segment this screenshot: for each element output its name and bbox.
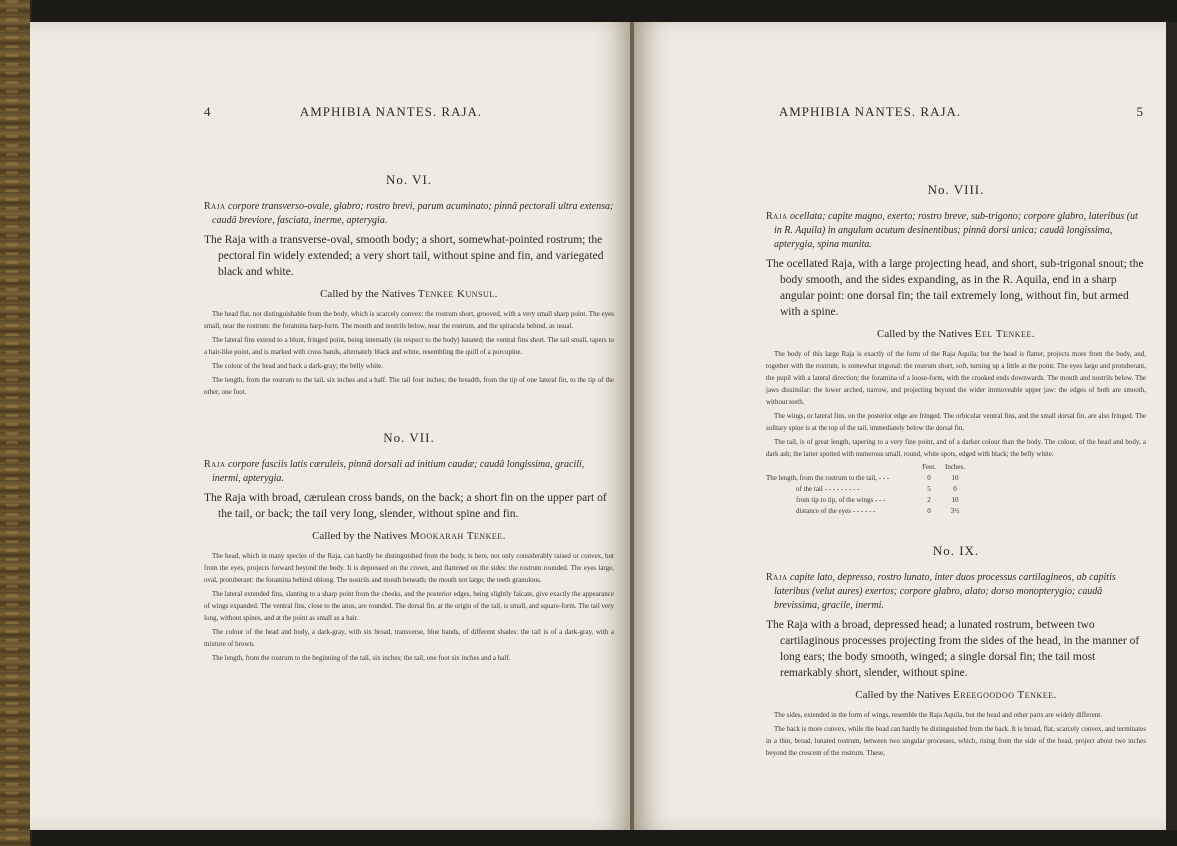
called-label: Called by the Natives: [312, 530, 408, 542]
measurement-row: [766, 506, 1146, 517]
feet-value: 5: [927, 485, 931, 493]
native-name-line: [766, 689, 1146, 701]
section-number: No. IX.: [932, 543, 980, 558]
section-number: No. VIII.: [927, 182, 985, 197]
genus-name: Raja: [766, 211, 788, 222]
feet-value: 0: [927, 507, 931, 515]
native-name-line: [204, 530, 614, 542]
book-binding: [0, 0, 32, 846]
inches-value: 3½: [950, 507, 960, 515]
description-paragraph: The wings, or lateral fins, on the posterior edge are fringed. The orbicular ventral fins, and the small dorsal fin, are also fringed. The solitary spine is at the top of the tail, immediately below the dorsal fin.: [766, 412, 1146, 432]
genus-name: Raja: [204, 459, 226, 470]
section-number: No. VII.: [383, 430, 435, 445]
left-page-content: [204, 172, 614, 666]
english-description: The ocellated Raja, with a large projecting head, and short, sub-trigonal snout; the body smooth, and the sides expanding, as in the R. Aquila, end in a sharp angular point: one dorsal fin; the tail extremely long, without fin, but armed with a spine.: [766, 258, 1144, 318]
latin-text: capite lato, depresso, rostro lunato, inter duos processus cartilagineos, ab capitis lateribus (velut aures) exertos; corpore glabro, alato; dorso monopterygio; caudâ brevissima, gracile, inermi.: [774, 572, 1116, 611]
description-paragraph: The colour of the head and body, a dark-gray, with six broad, transverse, blue bands, of different shades: the tail is of a dark-gray, with a mixture of brown.: [204, 628, 614, 648]
description-paragraph: The colour of the head and back a dark-gray; the belly white.: [212, 362, 384, 370]
description-paragraph: The back is more convex, while the head can hardly be distinguished from the back. It is broad, flat, scarcely convex, and terminates in a thin, broad, lunated rostrum, between two singular processes, which, rising from the side of the head, project about two inches beyond the crescent of the rostrum. These,: [766, 725, 1146, 757]
inches-header: Inches.: [944, 463, 966, 471]
right-page-content: [766, 182, 1146, 761]
genus-name: Raja: [204, 201, 226, 212]
measurement-label: distance of the eyes - - - - - -: [796, 507, 876, 515]
native-name-line: [766, 328, 1146, 340]
page-number: 5: [1136, 104, 1144, 119]
left-page-header: [30, 104, 632, 124]
measurement-header: [766, 462, 1146, 473]
description-paragraph: The lateral fins extend to a blunt, fringed point, being internally (in respect to the body) lunated; the ventral fins short. The tail small, tapers to a hair-like point, and is marked with cross bands, alternately black and white, resembling the quill of a porcupine.: [204, 336, 614, 356]
page-number: 4: [204, 104, 212, 119]
right-page-header: [634, 104, 1166, 124]
description-paragraph: The sides, extended in the form of wings, resemble the Raja Aquila, but the head and other parts are widely different.: [774, 711, 1102, 719]
latin-text: corpore transverso-ovale, glabro; rostro brevi, parum acuminato; pinnâ pectorali ultra extensa; caudâ breviore, fasciata, inerme, apterygia.: [212, 201, 614, 226]
english-description: The Raja with broad, cærulean cross bands, on the back; a short fin on the upper part of the tail, or back; the tail very long, slender, without spine and fin.: [204, 492, 607, 520]
running-head: AMPHIBIA NANTES. RAJA.: [778, 104, 962, 119]
called-label: Called by the Natives: [855, 689, 951, 701]
native-name: Eel Tenkee.: [974, 328, 1035, 340]
native-name: Ereegoodoo Tenkee.: [953, 689, 1057, 701]
description-paragraph: The lateral extended fins, slanting to a sharp point from the cheeks, and the posterior edges, being slightly falcate, give exactly the appearance of wings expanded. The ventral fins, close to the anus, are rounded. The dorsal fin, at the origin of the tail, is small, and square-form. The tail very long, without spines, and at the point as small as a hair.: [204, 590, 614, 622]
measurement-row: [766, 473, 1146, 484]
native-name-line: [204, 288, 614, 300]
latin-text: corpore fasciis latis cæruleis, pinnâ dorsali ad initium caudæ; caudâ longissima, gracili, inermi, apterygia.: [212, 459, 585, 484]
measurement-label: The length, from the rostrum to the tail, - - -: [766, 474, 890, 482]
feet-header: Feet.: [922, 463, 936, 471]
description-paragraph: The tail, is of great length, tapering to a very fine point, and of a darker colour than the body. The colour, of the head and body, a dark ash; the latter spotted with numerous small, round, white spots, edged with black; the belly white.: [766, 438, 1146, 458]
description-paragraph: The body of this large Raja is exactly of the form of the Raja Aquila; but the head is flatter, projects more from the body, and, together with the rostrum, is somewhat trigonal: the rostrum short, soft, turning up a little at the point. The eyes large and protuberant, the pupil with a lateral direction; the foramina of a loose-form, with the crooked ends downwards. The mouth and nostrils below. The jaws dissimilar: the lower arched, narrow, and projecting beyond the wider immoveable upper jaw: the edges of both are smooth, without teeth.: [766, 350, 1146, 406]
measurement-label: from tip to tip, of the wings - - -: [796, 496, 886, 504]
inches-value: 10: [951, 496, 959, 504]
inches-value: 0: [953, 485, 957, 493]
measurement-row: [766, 484, 1146, 495]
called-label: Called by the Natives: [320, 288, 416, 300]
description-paragraph: The head, which in many species of the Raja, can hardly be distinguished from the body, is here, not only considerably raised or convex, but from the eyes, projects forward beyond the body. It is depressed on the crown, and flattened on the sides: the rostrum rounded. The eyes large, oval, protuberant: the foramina behind oblong. The nostrils and mouth beneath; the mouth not large; the teeth granulous.: [204, 552, 614, 584]
native-name: Mookarah Tenkee.: [409, 530, 506, 542]
called-label: Called by the Natives: [877, 328, 973, 340]
running-head: AMPHIBIA NANTES. RAJA.: [299, 104, 483, 119]
right-page: [634, 22, 1166, 830]
latin-description: [766, 571, 1146, 613]
left-page: [30, 22, 632, 830]
native-name: Tenkee Kunsul.: [417, 288, 498, 300]
latin-description: [204, 200, 614, 228]
genus-name: Raja: [766, 572, 788, 583]
description-paragraph: The length, from the rostrum to the beginning of the tail, six inches; the tail, one foot six inches and a half.: [212, 654, 511, 662]
book-edge: [1166, 22, 1177, 830]
english-description: The Raja with a transverse-oval, smooth body; a short, somewhat-pointed rostrum; the pectoral fin widely extended; a very short tail, without spine and fin, and variegated black and white.: [204, 234, 604, 278]
measurement-row: [766, 495, 1146, 506]
description-paragraph: The length, from the rostrum to the tail, six inches and a half. The tail four inches; the breadth, from the tip of one lateral fin, to the tip of the other, one foot.: [204, 376, 614, 396]
latin-text: ocellata; capite magno, exerto; rostro breve, sub-trigono; corpore glabro, lateribus (ut in R. Aquila) in angulum acutum desinentibus; pinnâ dorsi unica; caudâ longissima, apterygia, spina munita.: [774, 211, 1138, 250]
section-number: No. VI.: [385, 172, 433, 187]
measurement-table: [766, 462, 1146, 517]
feet-value: 2: [927, 496, 931, 504]
latin-description: [766, 210, 1146, 252]
latin-description: [204, 458, 614, 486]
description-paragraph: The head flat, not distinguishable from the body, which is scarcely convex: the rostrum short, grooved, with a very small sharp point. The eyes small, near the rostrum: the foramina harp-form. The mouth and nostrils below, near the rostrum, and the spiracula behind, as usual.: [204, 310, 614, 330]
english-description: The Raja with a broad, depressed head; a lunated rostrum, between two cartilaginous processes projecting from the sides of the head, in the manner of long ears; the body smooth, winged; a single dorsal fin; the tail most remarkably short, slender, without spine.: [766, 619, 1140, 679]
inches-value: 10: [951, 474, 959, 482]
measurement-label: of the tail - - - - - - - - -: [796, 485, 860, 493]
feet-value: 0: [927, 474, 931, 482]
